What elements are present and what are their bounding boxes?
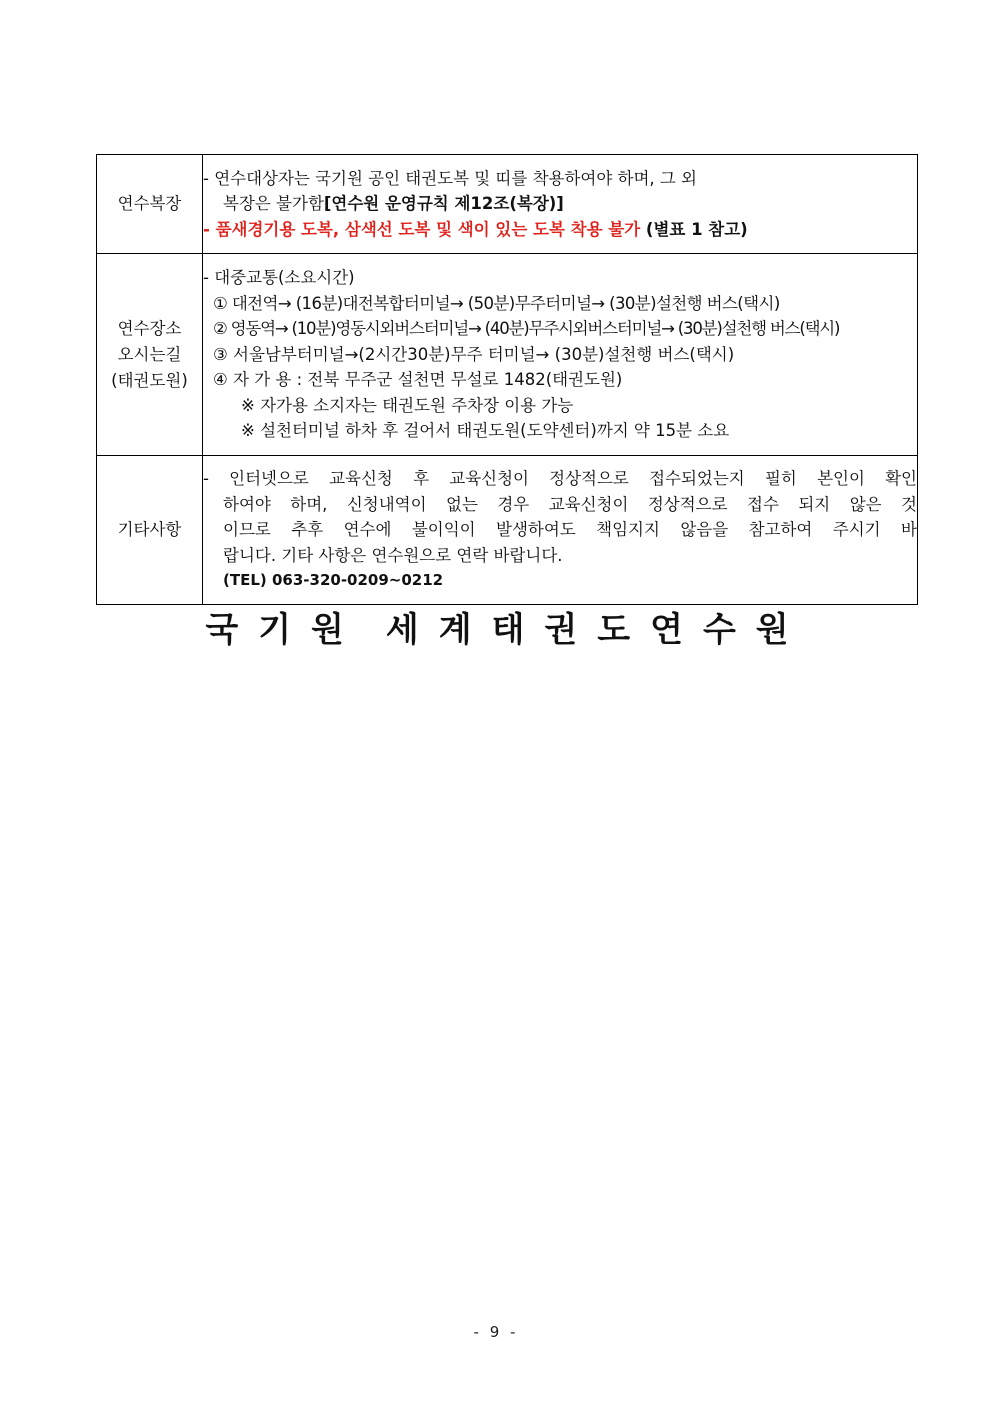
content-other — [203, 456, 918, 605]
table-row-attire — [97, 155, 918, 254]
attire-line-3 — [203, 217, 917, 243]
label-other — [97, 456, 203, 605]
info-table — [96, 154, 918, 605]
organization-title-part-2: 세계태권도연수원 — [385, 610, 809, 650]
label-location-line-2: 오시는길 — [117, 344, 182, 364]
page-number: - 9 - — [473, 1323, 519, 1341]
attire-rule-reference: [연수원 운영규칙 제12조(복장)] — [323, 194, 564, 214]
attire-line-1: - 연수대상자는 국기원 공인 태권도복 및 띠를 착용하여야 하며, 그 외 — [203, 168, 698, 188]
contact-phone: (TEL) 063-320-0209~0212 — [223, 571, 444, 590]
parking-note: ※ 자가용 소지자는 태권도원 주차장 이용 가능 — [241, 395, 574, 415]
route-item-3: ③ 서울남부터미널→(2시간30분)무주 터미널→ (30분)설천행 버스(택시) — [213, 344, 735, 364]
attire-line-3-dash: - — [203, 219, 216, 239]
organization-title — [96, 606, 918, 654]
other-line-3: 이므로 추후 연수에 불이익이 발생하여도 책임지지 않음을 참고하여 주시기 바 — [223, 520, 917, 540]
attire-line-2-text: 복장은 불가함 — [223, 194, 324, 214]
label-other-text: 기타사항 — [117, 520, 182, 539]
content-location — [203, 254, 918, 456]
label-location-line-3: (태권도원) — [111, 370, 188, 390]
label-attire — [97, 155, 203, 254]
organization-title-part-1: 국기원 — [205, 610, 364, 650]
label-location-line-1: 연수장소 — [117, 318, 182, 338]
transport-header: - 대중교통(소요시간) — [203, 268, 355, 288]
other-line-4: 랍니다. 기타 사항은 연수원으로 연락 바랍니다. — [223, 545, 563, 565]
label-attire-text: 연수복장 — [117, 194, 182, 213]
attire-prohibition-text: 품새경기용 도복, 삼색선 도복 및 색이 있는 도복 착용 불가 — [215, 219, 641, 239]
content-attire — [203, 155, 918, 254]
table-row-other — [97, 456, 918, 605]
table-row-location — [97, 254, 918, 456]
attire-line-2 — [203, 191, 917, 217]
route-item-4: ④ 자 가 용 : 전북 무주군 설천면 무설로 1482(태권도원) — [213, 370, 623, 390]
route-item-2: ② 영동역→ (10분)영동시외버스터미널→ (40분)무주시외버스터미널→ (30분)설천행 버스(택시) — [213, 319, 840, 339]
attire-appendix-reference: (별표 1 참고) — [640, 219, 748, 239]
route-item-1: ① 대전역→ (16분)대전복합터미널→ (50분)무주터미널→ (30분)설천행 버스(택시) — [213, 293, 780, 313]
label-location — [97, 254, 203, 456]
other-line-1: - 인터넷으로 교육신청 후 교육신청이 정상적으로 접수되었는지 필히 본인이 확인 — [203, 469, 917, 489]
walking-note: ※ 설천터미널 하차 후 걸어서 태권도원(도약센터)까지 약 15분 소요 — [241, 421, 730, 441]
other-line-2: 하여야 하며, 신청내역이 없는 경우 교육신청이 정상적으로 접수 되지 않은 것 — [223, 494, 917, 514]
